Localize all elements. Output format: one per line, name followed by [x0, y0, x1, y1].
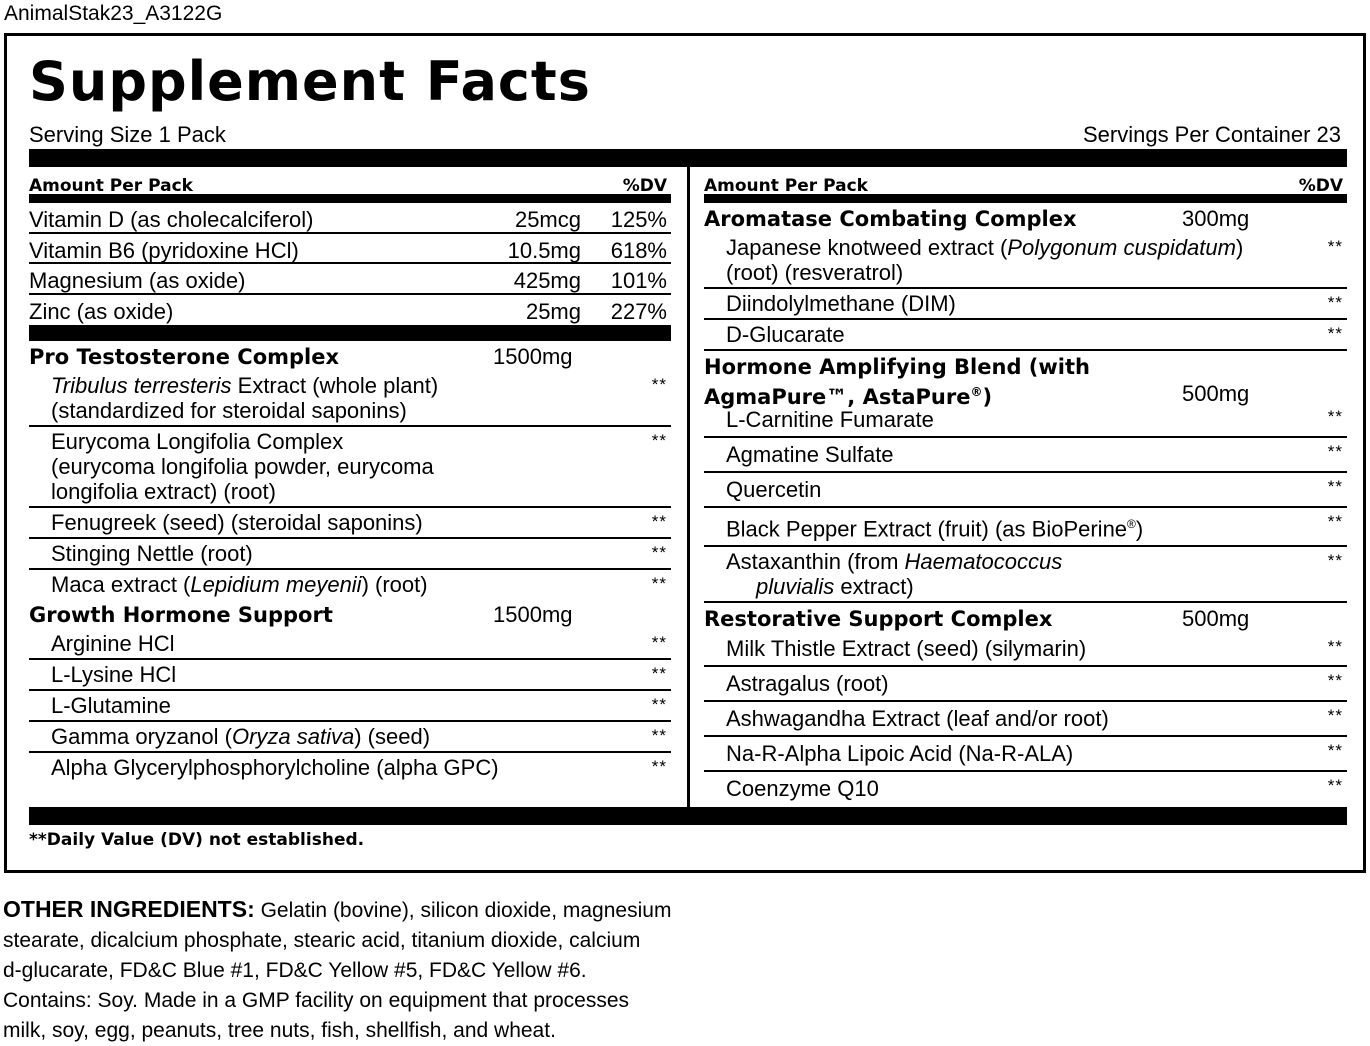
- ingredient-name: Diindolylmethane (DIM): [726, 291, 956, 316]
- nutrient-row: [29, 234, 671, 265]
- nutrient-amount: 10.5mg: [507, 237, 581, 263]
- dv-not-established: **: [1327, 442, 1343, 461]
- column-divider: [687, 167, 690, 807]
- ingredient-detail: (standardized for steroidal saponins): [51, 398, 407, 423]
- ingredient-row: [29, 539, 671, 570]
- blend-amount: 1500mg: [493, 602, 573, 627]
- registered-mark: ®: [1127, 517, 1136, 531]
- ingredient-name: Milk Thistle Extract (seed) (silymarin): [726, 636, 1087, 662]
- right-column: [704, 167, 1347, 805]
- dv-not-established: **: [651, 543, 667, 562]
- ingredient-name: Alpha Glycerylphosphorylcholine (alpha GPC): [51, 755, 499, 780]
- ingredient-detail: longifolia extract) (root): [51, 479, 276, 504]
- ingredient-name: D-Glucarate: [726, 322, 845, 347]
- ingredient-name: Astragalus (root): [726, 671, 889, 697]
- amount-per-pack-label: Amount Per Pack: [29, 176, 193, 196]
- dv-not-established: **: [651, 574, 667, 593]
- dv-not-established: **: [1327, 512, 1343, 531]
- dv-not-established: **: [1327, 324, 1343, 343]
- ingredient-name: L-Glutamine: [51, 693, 171, 718]
- dv-not-established: **: [1327, 671, 1343, 691]
- amount-header-left: [29, 167, 671, 203]
- ingredient-name: ) (root): [361, 572, 428, 597]
- nutrient-dv: 618%: [610, 237, 667, 263]
- nutrient-row: [29, 203, 671, 234]
- ingredient-row: [704, 403, 1347, 438]
- registered-mark: ®: [970, 385, 983, 399]
- ingredient-row: [29, 691, 671, 722]
- ingredient-row: [29, 629, 671, 660]
- blend-name-part: AgmaPure™, AstaPure: [704, 385, 971, 409]
- nutrient-name: Magnesium (as oxide): [29, 268, 246, 293]
- ingredient-row: [29, 508, 671, 539]
- blend-name: Growth Hormone Support: [29, 603, 333, 627]
- ingredient-latin: Lepidium meyenii: [190, 572, 362, 597]
- ingredient-name: L-Lysine HCl: [51, 662, 177, 687]
- ingredient-name: Stinging Nettle (root): [51, 541, 253, 566]
- ingredient-latin: Haematococcus: [904, 549, 1063, 575]
- other-ingredients-text: Gelatin (bovine), silicon dioxide, magnesium: [254, 899, 672, 922]
- blend-header-restorative: [704, 603, 1347, 633]
- blend-name: Pro Testosterone Complex: [29, 345, 340, 369]
- nutrient-amount: 25mcg: [514, 207, 581, 232]
- blend-name: Aromatase Combating Complex: [704, 207, 1077, 231]
- servings-per-container: Servings Per Container 23: [1082, 122, 1341, 147]
- ingredient-row: [704, 547, 1347, 603]
- ingredient-row: [704, 233, 1347, 289]
- panel-title: Supplement Facts: [29, 50, 591, 113]
- ingredient-row: [704, 702, 1347, 737]
- nutrient-amount: 25mg: [525, 298, 581, 324]
- ingredient-row: [29, 753, 671, 782]
- nutrient-row: [29, 295, 671, 326]
- ingredient-name: Arginine HCl: [51, 631, 175, 656]
- ingredient-row: [29, 371, 671, 427]
- top-rule: [29, 149, 1347, 167]
- ingredient-name: Fenugreek (seed) (steroidal saponins): [51, 510, 423, 535]
- section-rule: [29, 325, 671, 341]
- nutrient-dv: 125%: [610, 207, 667, 232]
- ingredient-detail: (eurycoma longifolia powder, eurycoma: [51, 454, 434, 479]
- nutrient-dv: 101%: [610, 268, 667, 293]
- blend-name: [704, 355, 1090, 410]
- dv-not-established: **: [651, 633, 667, 652]
- dv-not-established: **: [1327, 706, 1343, 726]
- dv-not-established: **: [1327, 776, 1343, 796]
- ingredient-row: [704, 320, 1347, 351]
- supplement-facts-panel: [4, 33, 1366, 873]
- left-column: [29, 167, 671, 782]
- dv-label: %DV: [1298, 176, 1343, 196]
- ingredient-latin: Tribulus terresteris: [51, 373, 232, 398]
- dv-not-established: **: [651, 375, 667, 394]
- dv-not-established: **: [651, 664, 667, 683]
- file-label: AnimalStak23_A3122G: [4, 2, 223, 25]
- ingredient-name: Ashwagandha Extract (leaf and/or root): [726, 706, 1109, 732]
- ingredient-name: Maca extract (: [51, 572, 191, 597]
- dv-not-established: **: [1327, 293, 1343, 312]
- ingredient-name: ): [1135, 516, 1144, 542]
- other-ingredients-label: OTHER INGREDIENTS:: [3, 896, 255, 922]
- blend-header-pro-testosterone: [29, 341, 671, 371]
- ingredient-row: [704, 438, 1347, 473]
- nutrient-name: Zinc (as oxide): [29, 298, 174, 324]
- other-ingredients-text: d-glucarate, FD&C Blue #1, FD&C Yellow #5, FD&C Yellow #6.: [3, 959, 587, 982]
- dv-not-established: **: [651, 726, 667, 745]
- other-ingredients: [3, 894, 675, 1046]
- dv-not-established: **: [1327, 237, 1343, 256]
- blend-amount: 500mg: [1182, 381, 1250, 406]
- ingredient-name: Extract (whole plant): [231, 373, 439, 398]
- ingredient-name: Black Pepper Extract (fruit) (as BioPerine: [726, 516, 1128, 542]
- ingredient-row: [704, 508, 1347, 547]
- amount-header-right: [704, 167, 1347, 203]
- ingredient-row: [29, 570, 671, 599]
- ingredient-name: Agmatine Sulfate: [726, 442, 894, 467]
- dv-label: %DV: [622, 176, 667, 196]
- blend-name-part: ): [982, 385, 993, 409]
- ingredient-name: Gamma oryzanol (: [51, 724, 232, 749]
- dv-not-established: **: [651, 695, 667, 714]
- blend-header-aromatase: [704, 203, 1347, 233]
- dv-not-established: **: [1327, 407, 1343, 426]
- ingredient-name: Eurycoma Longifolia Complex: [51, 429, 344, 454]
- blend-amount: 1500mg: [493, 344, 573, 369]
- dv-not-established: **: [1327, 637, 1343, 657]
- dv-not-established: **: [651, 757, 667, 776]
- ingredient-latin: pluvialis: [756, 574, 835, 600]
- blend-amount: 500mg: [1182, 606, 1250, 632]
- amount-per-pack-label: Amount Per Pack: [704, 176, 868, 196]
- blend-name-line: Hormone Amplifying Blend (with: [704, 355, 1090, 379]
- dv-not-established: **: [1327, 741, 1343, 761]
- serving-size: Serving Size 1 Pack: [29, 122, 226, 147]
- ingredient-name: ) (seed): [354, 724, 431, 749]
- ingredient-row: [704, 667, 1347, 702]
- blend-header-growth-hormone: [29, 599, 671, 629]
- ingredient-name: Coenzyme Q10: [726, 776, 879, 802]
- dv-not-established: **: [651, 512, 667, 531]
- ingredient-name: Quercetin: [726, 477, 822, 502]
- ingredient-row: [29, 722, 671, 753]
- blend-header-hormone-amplifying: [704, 351, 1347, 409]
- ingredient-name: L-Carnitine Fumarate: [726, 407, 934, 432]
- ingredient-name: Japanese knotweed extract (: [726, 235, 1008, 260]
- ingredient-row: [29, 427, 671, 508]
- nutrient-amount: 425mg: [513, 268, 581, 293]
- ingredient-row: [704, 772, 1347, 805]
- blend-name: Restorative Support Complex: [704, 607, 1053, 632]
- other-ingredients-text: stearate, dicalcium phosphate, stearic acid, titanium dioxide, calcium: [3, 929, 641, 952]
- other-ingredients-text: milk, soy, egg, peanuts, tree nuts, fish, shellfish, and wheat.: [3, 1019, 556, 1042]
- bottom-rule: [29, 807, 1347, 825]
- nutrient-row: [29, 264, 671, 295]
- ingredient-detail: (root) (resveratrol): [726, 260, 904, 285]
- dv-not-established: **: [1327, 477, 1343, 496]
- ingredient-latin: Polygonum cuspidatum: [1007, 235, 1236, 260]
- ingredient-row: [29, 660, 671, 691]
- ingredient-row: [704, 289, 1347, 320]
- dv-not-established: **: [1327, 551, 1343, 571]
- ingredient-name: Na-R-Alpha Lipoic Acid (Na-R-ALA): [726, 741, 1074, 767]
- ingredient-name: ): [1235, 235, 1244, 260]
- ingredient-row: [704, 633, 1347, 667]
- nutrient-name: Vitamin D (as cholecalciferol): [29, 207, 314, 232]
- blend-amount: 300mg: [1182, 206, 1250, 231]
- ingredient-latin: Oryza sativa: [231, 724, 355, 749]
- ingredient-row: [704, 737, 1347, 772]
- dv-footnote: **Daily Value (DV) not established.: [29, 830, 365, 850]
- ingredient-name: extract): [834, 574, 914, 600]
- nutrient-name: Vitamin B6 (pyridoxine HCl): [29, 237, 299, 263]
- nutrient-dv: 227%: [610, 298, 667, 324]
- dv-not-established: **: [651, 431, 667, 450]
- other-ingredients-text: Contains: Soy. Made in a GMP facility on equipment that processes: [3, 989, 630, 1012]
- ingredient-row: [704, 473, 1347, 508]
- ingredient-name: Astaxanthin (from: [726, 549, 905, 575]
